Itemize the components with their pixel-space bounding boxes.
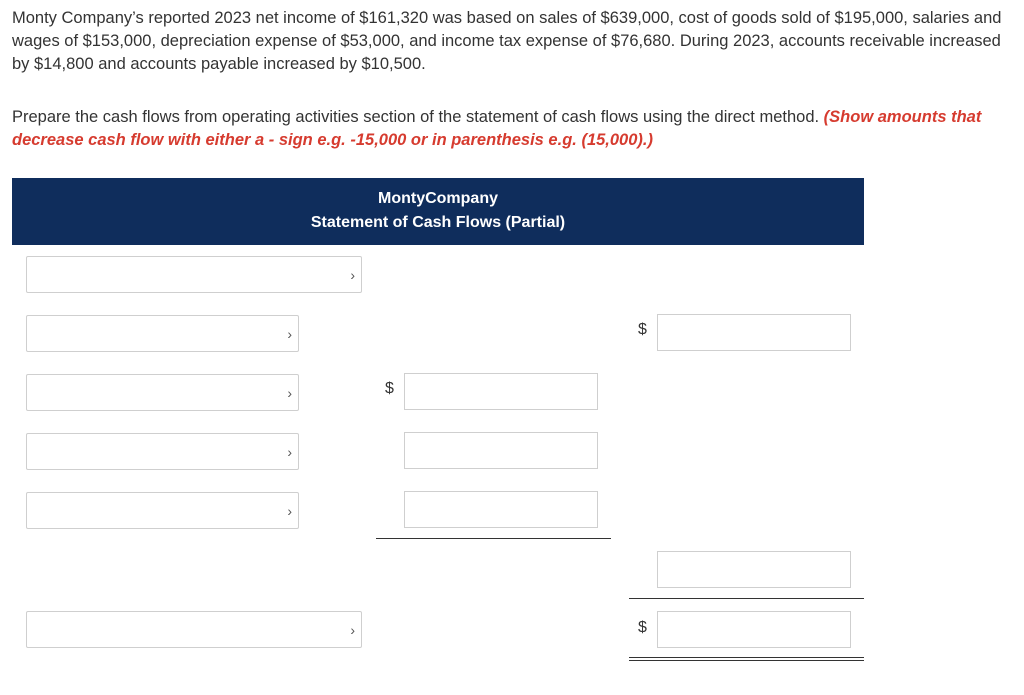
amount-input-detail-col-1[interactable] (404, 373, 598, 410)
dollar-sign: $ (385, 380, 394, 397)
statement-title: Statement of Cash Flows (Partial) (310, 214, 566, 231)
line-item-dropdown-2[interactable] (26, 315, 299, 352)
double-underline (629, 657, 864, 661)
chevron-down-icon: › (287, 325, 292, 342)
amount-input-detail-col-3[interactable] (404, 491, 598, 528)
chevron-down-icon: › (287, 502, 292, 519)
amount-input-total-col-2[interactable] (657, 551, 851, 588)
statement-header (12, 178, 864, 245)
sign-instruction: (Show amounts that decrease cash flow with either a - sign e.g. -15,000 or in parenthesis e.g. (15,000).) (12, 108, 982, 149)
amount-input-total-col-1[interactable] (657, 314, 851, 351)
chevron-down-icon: › (350, 266, 355, 283)
dollar-sign: $ (638, 321, 647, 338)
chevron-down-icon: › (350, 621, 355, 638)
amount-input-net-cash[interactable] (657, 611, 851, 648)
total-underline (629, 598, 864, 599)
problem-text: Monty Company’s reported 2023 net income of $161,320 was based on sales of $639,000, cost of goods sold of $195,000, salaries and wages of $153,000, depreciation expense of $53,000, and income tax expense of $76,680. During 2023, accounts receivable increased by $14,800 and accounts payable increased by $10,500. (12, 9, 1002, 73)
amount-input-detail-col-2[interactable] (404, 432, 598, 469)
line-item-dropdown-5[interactable] (26, 492, 299, 529)
company-name: MontyCompany (378, 190, 498, 207)
line-item-dropdown-6[interactable] (26, 611, 362, 648)
line-item-dropdown-1[interactable] (26, 256, 362, 293)
chevron-down-icon: › (287, 384, 292, 401)
subtotal-underline (376, 538, 611, 539)
instructions-text: Prepare the cash flows from operating activities section of the statement of cash flows using the direct method. (12, 108, 820, 126)
dollar-sign: $ (638, 619, 647, 636)
line-item-dropdown-4[interactable] (26, 433, 299, 470)
line-item-dropdown-3[interactable] (26, 374, 299, 411)
instructions (12, 106, 1017, 152)
chevron-down-icon: › (287, 443, 292, 460)
